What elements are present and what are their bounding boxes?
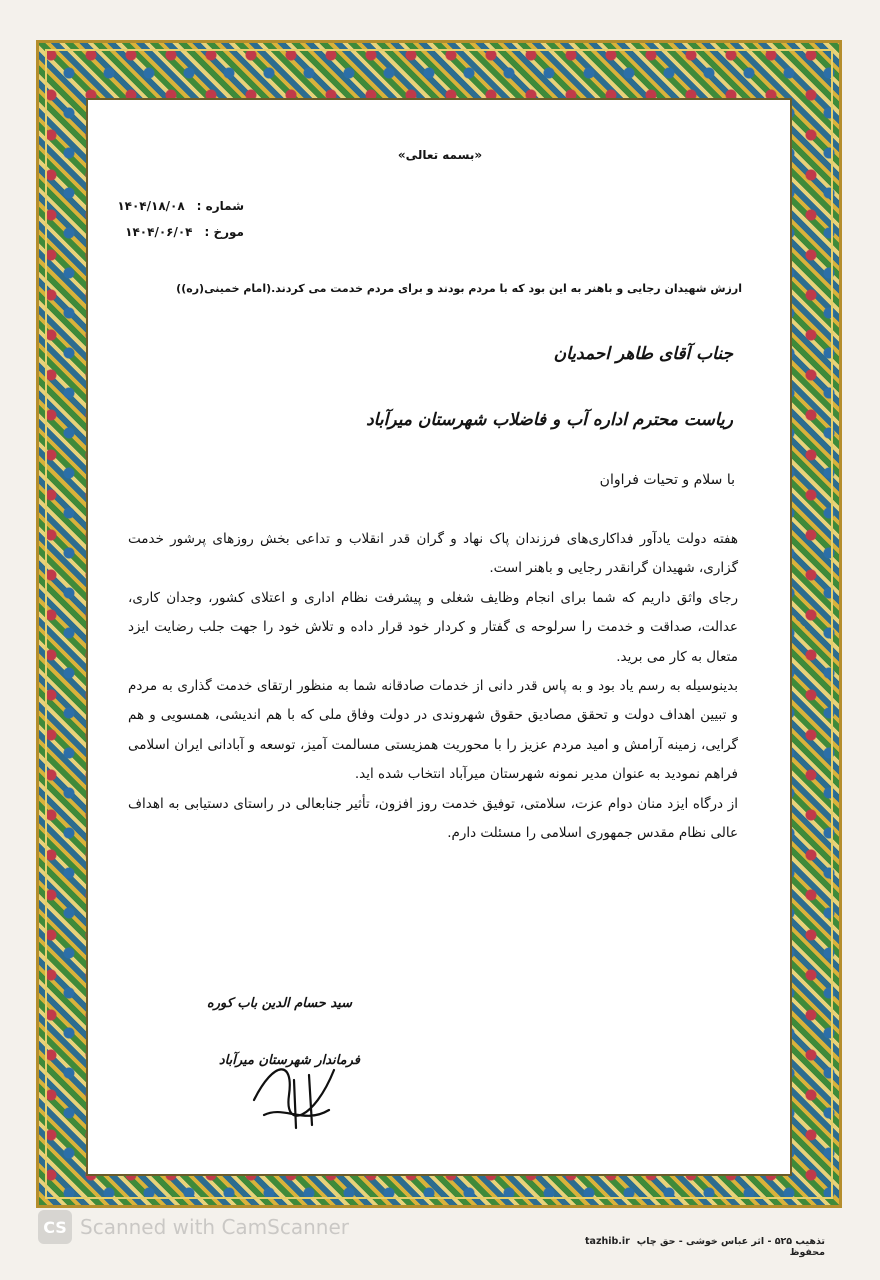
letter-meta [117,193,244,245]
date-value: ۱۴۰۴/۰۶/۰۴ [125,225,193,239]
addressee-name: جناب آقای طاهر احمدیان [553,344,733,364]
imam-quote: ارزش شهیدان رجایی و باهنر به این بود که با مردم بودند و برای مردم خدمت می کردند.(امام خمینی(ره)) [176,282,742,295]
date-row [117,219,244,245]
signer-name: سید حسام الدین باب کوره [206,996,352,1011]
letter-body [128,525,738,848]
handwritten-signature [234,1040,354,1130]
print-footer [585,1236,825,1258]
basmala-heading: «بسمه تعالی» [397,148,483,162]
signer-title: فرماندار شهرستان میرآباد [218,1053,360,1068]
footer-site: tazhib.ir [585,1236,630,1247]
footer-credit: تذهیب ۵۲۵ - اثر عباس خوشی - حق چاپ محفوظ [636,1236,825,1258]
addressee-position: ریاست محترم اداره آب و فاضلاب شهرستان میرآباد [366,410,733,430]
body-paragraph: بدینوسیله به رسم یاد بود و به پاس قدر دانی از خدمات صادقانه شما به منظور ارتقای خدمت گذاری به مردم و تبیین اهداف دولت و تحقق مصادیق حقوق شهروندی در دولت وفاق ملی که با هم اندیشی، همسویی و هم گرایی، زمینه آرامش و امید مردم عزیز را با محوریت همزیستی مسالمت آمیز، توسعه و آبادانی ایران اسلامی فراهم نمودید به عنوان مدیر نمونه شهرستان میرآباد انتخاب شده اید. [128,678,738,783]
body-paragraph: از درگاه ایزد منان دوام عزت، سلامتی، توفیق خدمت روز افزون، تأثیر جنابعالی در راستای دستیابی به اهداف عالی نظام مقدس جمهوری اسلامی را مسئلت دارم. [128,795,738,842]
body-paragraph: رجای واثق داریم که شما برای انجام وظایف شغلی و پیشرفت نظام اداری و اعتلای کشور، وجدان کاری، عدالت، صداقت و خدمت را سرلوحه ی گفتار و کردار خود قرار داده و تلاش خود را جهت جلب رضایت ایزد متعال به کار می برید. [128,589,738,665]
number-label: شماره : [196,199,244,213]
camscanner-watermark [38,1210,349,1244]
date-label: مورخ : [204,225,244,239]
greeting: با سلام و تحیات فراوان [599,472,735,488]
number-row [117,193,244,219]
camscanner-logo-icon: CS [38,1210,72,1244]
body-paragraph: هفته دولت یادآور فداکاری‌های فرزندان پاک نهاد و گران قدر انقلاب و تداعی بخش روزهای پرشور خدمت گزاری، شهیدان گرانقدر رجایی و باهنر است. [128,531,738,577]
number-value: ۱۴۰۴/۱۸/۰۸ [117,199,185,213]
watermark-text: Scanned with CamScanner [80,1215,349,1239]
